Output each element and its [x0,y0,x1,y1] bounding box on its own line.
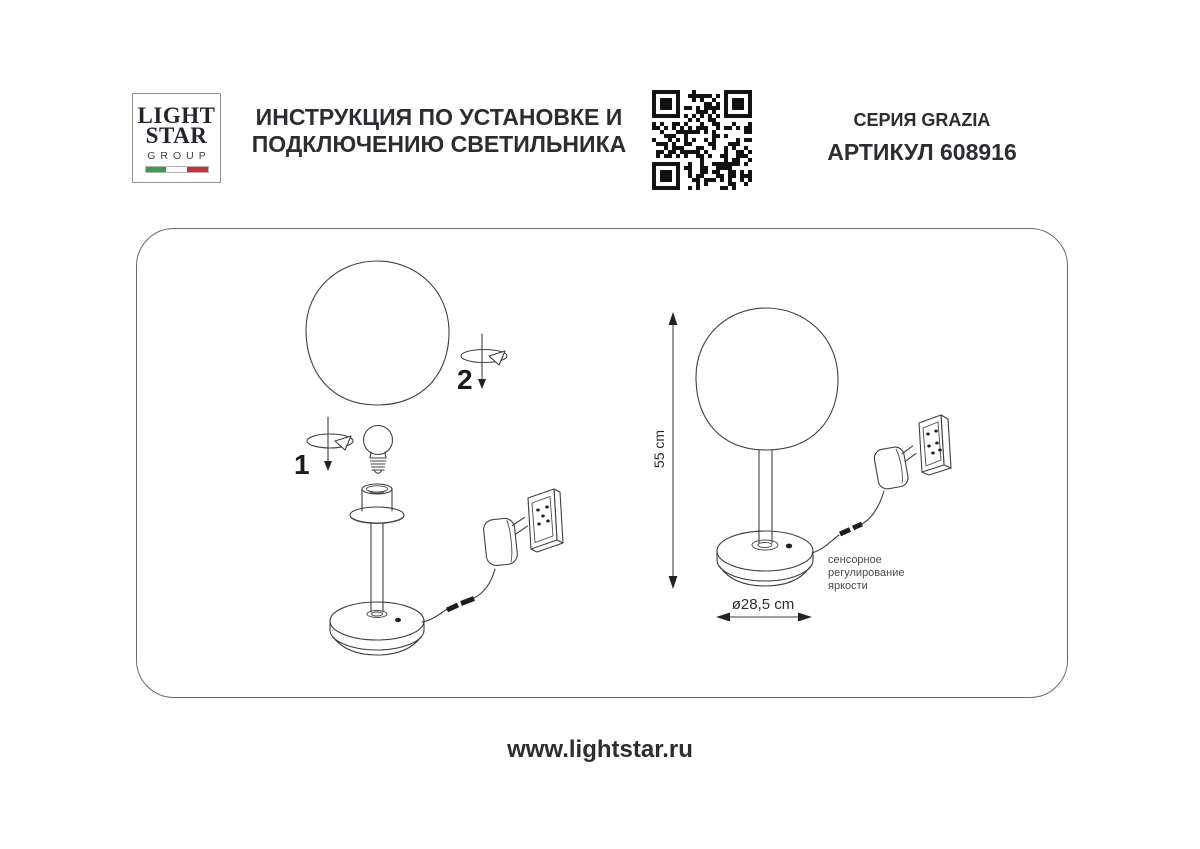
power-adapter [873,444,921,491]
wall-socket [528,489,563,552]
touch-control-note [828,554,904,592]
qr-code-icon [652,90,752,190]
assembled-lamp-diagram [645,300,965,640]
lamp-base [717,531,813,586]
wall-socket [919,415,951,475]
rotate-arrow-icon-step1 [307,417,353,471]
light-bulb-icon [364,426,393,474]
height-dimension [651,312,677,589]
diameter-dimension [716,596,812,622]
height-label: 55 cm [651,429,667,469]
touch-note-line1: сенсорное [828,554,882,566]
cable-connector [461,599,474,604]
flag-red [187,167,208,172]
lamp-base [330,602,424,655]
flag-white [166,167,187,172]
logo-word-group: GROUP [147,150,211,162]
lamp-socket [350,484,404,523]
logo-word-light: LIGHT [137,103,216,128]
page-title-line1: ИНСТРУКЦИЯ ПО УСТАНОВКЕ И [255,104,623,130]
website-url: www.lightstar.ru [507,736,693,763]
italian-flag-icon [145,166,209,173]
logo-word-star: STAR [145,123,208,148]
touch-note-line3: яркости [828,580,868,592]
cable-connector [853,524,862,528]
touch-button [786,544,792,549]
step-number-1: 1 [294,449,310,480]
power-adapter [483,516,532,566]
lamp-shade [306,261,449,405]
power-cable [812,491,884,553]
lamp-pole [759,450,772,543]
lightstar-logo [132,93,221,183]
lamp-shade [696,308,838,450]
power-cable [422,569,495,622]
diameter-label: ø28,5 cm [731,596,795,613]
disassembled-lamp-diagram [285,245,580,685]
series-label: СЕРИЯ GRAZIA [853,110,991,130]
product-info [816,110,1028,166]
step-number-2: 2 [457,364,473,395]
page-title-line2: ПОДКЛЮЧЕНИЮ СВЕТИЛЬНИКА [251,131,627,157]
flag-green [146,167,167,172]
qr-code [652,90,752,190]
touch-note-line2: регулирование [828,567,905,579]
lamp-pole [371,523,383,612]
touch-button [395,618,401,622]
page-title [244,104,634,158]
article-label: АРТИКУЛ 608916 [827,139,1017,165]
